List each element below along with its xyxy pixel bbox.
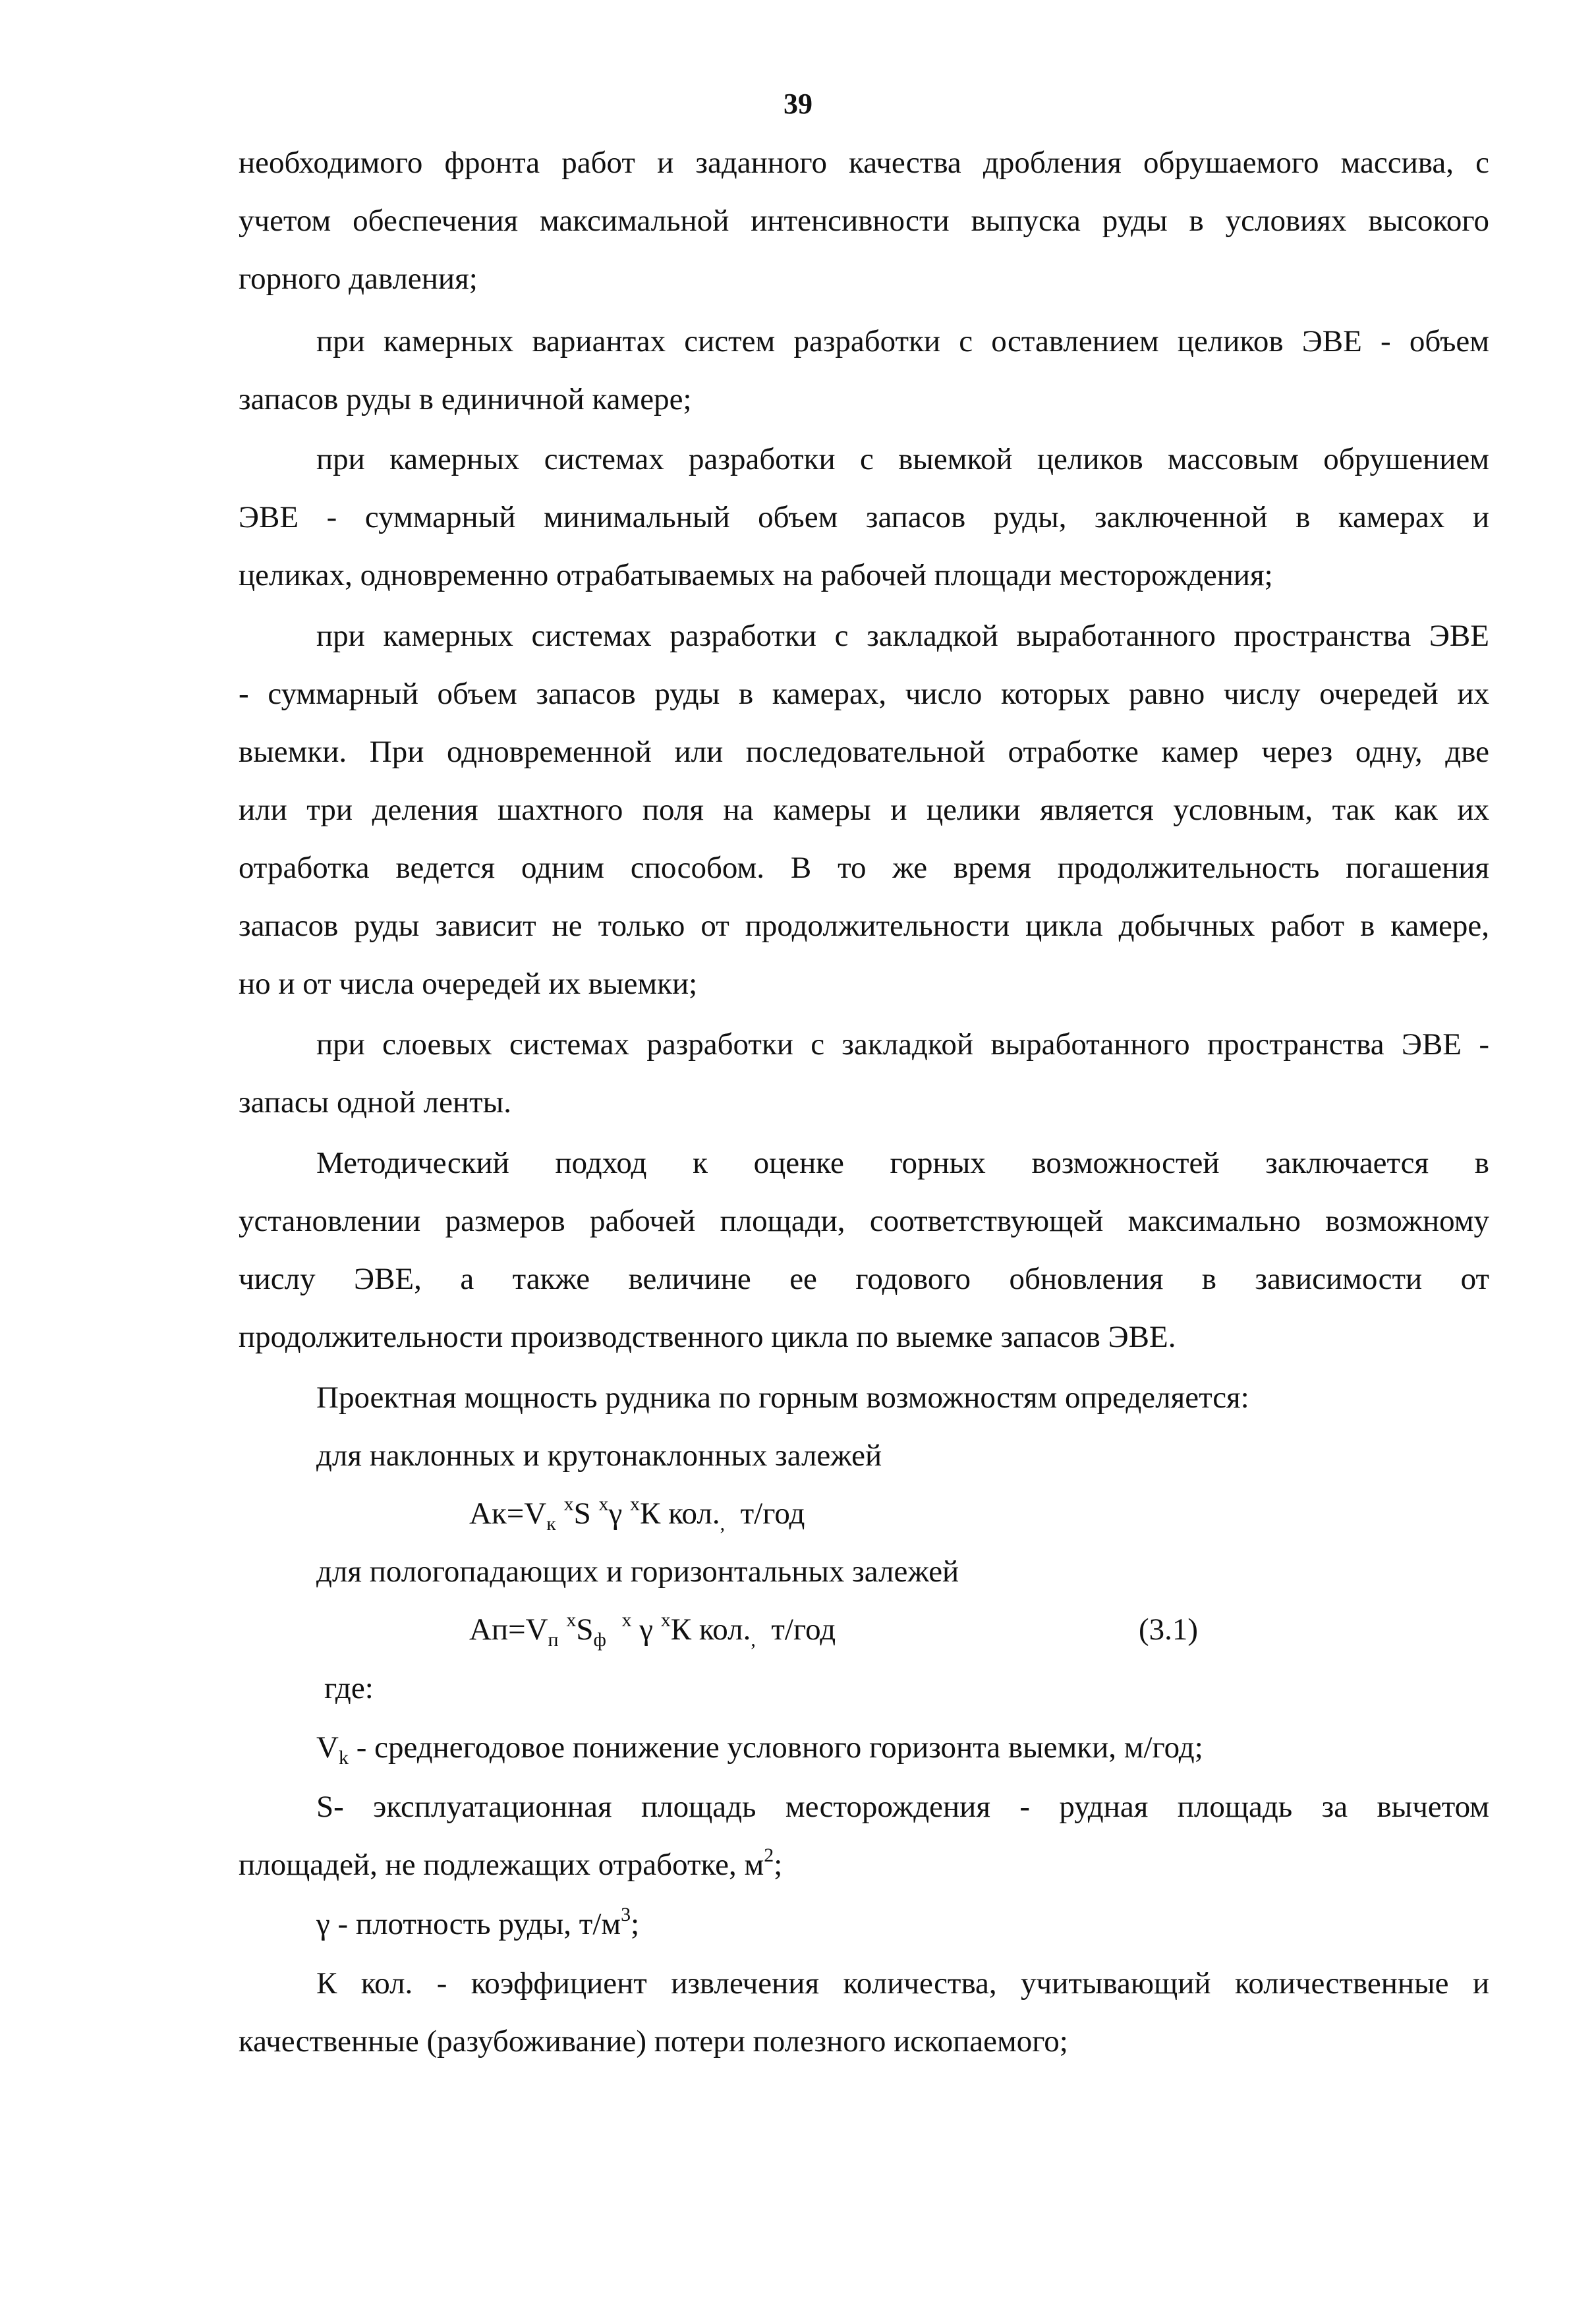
formula-2: $Ап=V_п$ $^xS_ф$ $^x$ γ $^x$К $кол._,$ т/год: [469, 1609, 836, 1651]
text-line: учетом обеспечения максимальной интенсивности выпуска руды в условиях высокого: [239, 204, 1489, 238]
definition-gamma: γ - плотность руды, $т/м^3$;: [316, 1904, 640, 1941]
text-line: Методический подход к оценке горных возможностей заключается в: [316, 1146, 1489, 1180]
text-line: при камерных вариантах систем разработки с оставлением целиков ЭВЕ - объем: [316, 324, 1489, 358]
text-line: качественные (разубоживание) потери полезного ископаемого;: [239, 2024, 1068, 2059]
text-line: запасы одной ленты.: [239, 1085, 511, 1120]
text-line: ЭВЕ - суммарный минимальный объем запасов руды, заключенной в камерах и: [239, 500, 1489, 534]
text-line: продолжительности производственного цикла по выемке запасов ЭВЕ.: [239, 1320, 1176, 1354]
text-line: целиках, одновременно отрабатываемых на рабочей площади месторождения;: [239, 558, 1273, 592]
formula-1: $Ак=V_к$ $^x$S $^x$γ $^x$К $кол._,$ т/год: [469, 1493, 805, 1535]
text-line: для пологопадающих и горизонтальных залежей: [316, 1554, 959, 1589]
text-line: где:: [324, 1671, 374, 1705]
text-line: S- эксплуатационная площадь месторождения - рудная площадь за вычетом: [316, 1790, 1489, 1824]
definition-s-continued: площадей, не подлежащих отработке, $м^2$;: [239, 1844, 783, 1882]
text-line: К кол. - коэффициент извлечения количества, учитывающий количественные и: [316, 1966, 1489, 2001]
text-line: отработка ведется одним способом. В то же время продолжительность погашения: [239, 851, 1489, 885]
text-line: числу ЭВЕ, а также величине ее годового обновления в зависимости от: [239, 1262, 1489, 1296]
text-line: - суммарный объем запасов руды в камерах, число которых равно числу очередей их: [239, 677, 1489, 711]
page-number: 39: [784, 88, 812, 120]
text-line: при камерных системах разработки с выемкой целиков массовым обрушением: [316, 442, 1489, 476]
text-line: запасов руды в единичной камере;: [239, 382, 692, 416]
text-line: при камерных системах разработки с закладкой выработанного пространства ЭВЕ: [316, 619, 1489, 653]
definition-vk: $V_k$ - среднегодовое понижение условного горизонта выемки, м/год;: [316, 1730, 1203, 1769]
text-line: выемки. При одновременной или последовательной отработке камер через одну, две: [239, 735, 1489, 769]
text-line: установлении размеров рабочей площади, соответствующей максимально возможному: [239, 1204, 1489, 1238]
text-line: Проектная мощность рудника по горным возможностям определяется:: [316, 1380, 1249, 1415]
formula-number: (3.1): [1139, 1612, 1199, 1647]
text-line: при слоевых системах разработки с закладкой выработанного пространства ЭВЕ -: [316, 1027, 1489, 1062]
text-line: но и от числа очередей их выемки;: [239, 967, 698, 1001]
text-line: запасов руды зависит не только от продолжительности цикла добычных работ в камере,: [239, 909, 1489, 943]
text-line: горного давления;: [239, 262, 478, 296]
text-line: или три деления шахтного поля на камеры и целики является условным, так как их: [239, 793, 1489, 827]
text-line: для наклонных и крутонаклонных залежей: [316, 1438, 882, 1473]
text-line: необходимого фронта работ и заданного качества дробления обрушаемого массива, с: [239, 146, 1489, 180]
